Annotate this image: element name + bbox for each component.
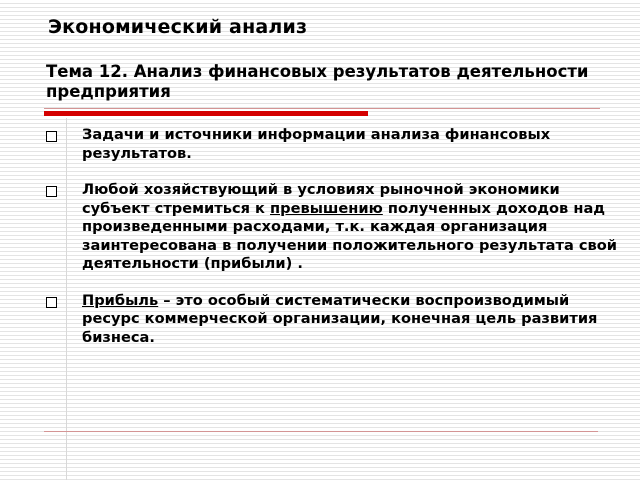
- bullet-item-1: [44, 126, 624, 163]
- accent-bar: [44, 111, 368, 116]
- bullet-text-before: Любой хозяйствующий в условиях рыночной экономики субъект стремиться к: [82, 181, 560, 217]
- bullet-text: Задачи и источники информации анализа финансовых результатов.: [82, 126, 551, 162]
- square-bullet-icon: [46, 297, 57, 308]
- slide-title: Экономический анализ: [48, 16, 308, 38]
- square-bullet-icon: [46, 186, 57, 197]
- divider-bottom: [44, 431, 598, 432]
- bullet-text-after: – это особый систематически воспроизводимый ресурс коммерческой организации, конечная цель развития бизнеса.: [82, 291, 598, 346]
- underlined-term: превышению: [270, 199, 383, 217]
- bullet-item-3: [44, 292, 624, 348]
- bullet-item-2: [44, 181, 624, 274]
- slide-subtitle: Тема 12. Анализ финансовых результатов деятельности предприятия: [46, 62, 589, 101]
- slide-header: [0, 0, 640, 110]
- underlined-term: Прибыль: [82, 291, 159, 309]
- divider-top: [44, 108, 600, 109]
- square-bullet-icon: [46, 131, 57, 142]
- bullet-text-after: полученных доходов над произведенными расходами, т.к. каждая организация заинтересована в получении положительного результата свой деятельности (прибыли) .: [82, 199, 618, 272]
- bullet-list: [44, 126, 624, 347]
